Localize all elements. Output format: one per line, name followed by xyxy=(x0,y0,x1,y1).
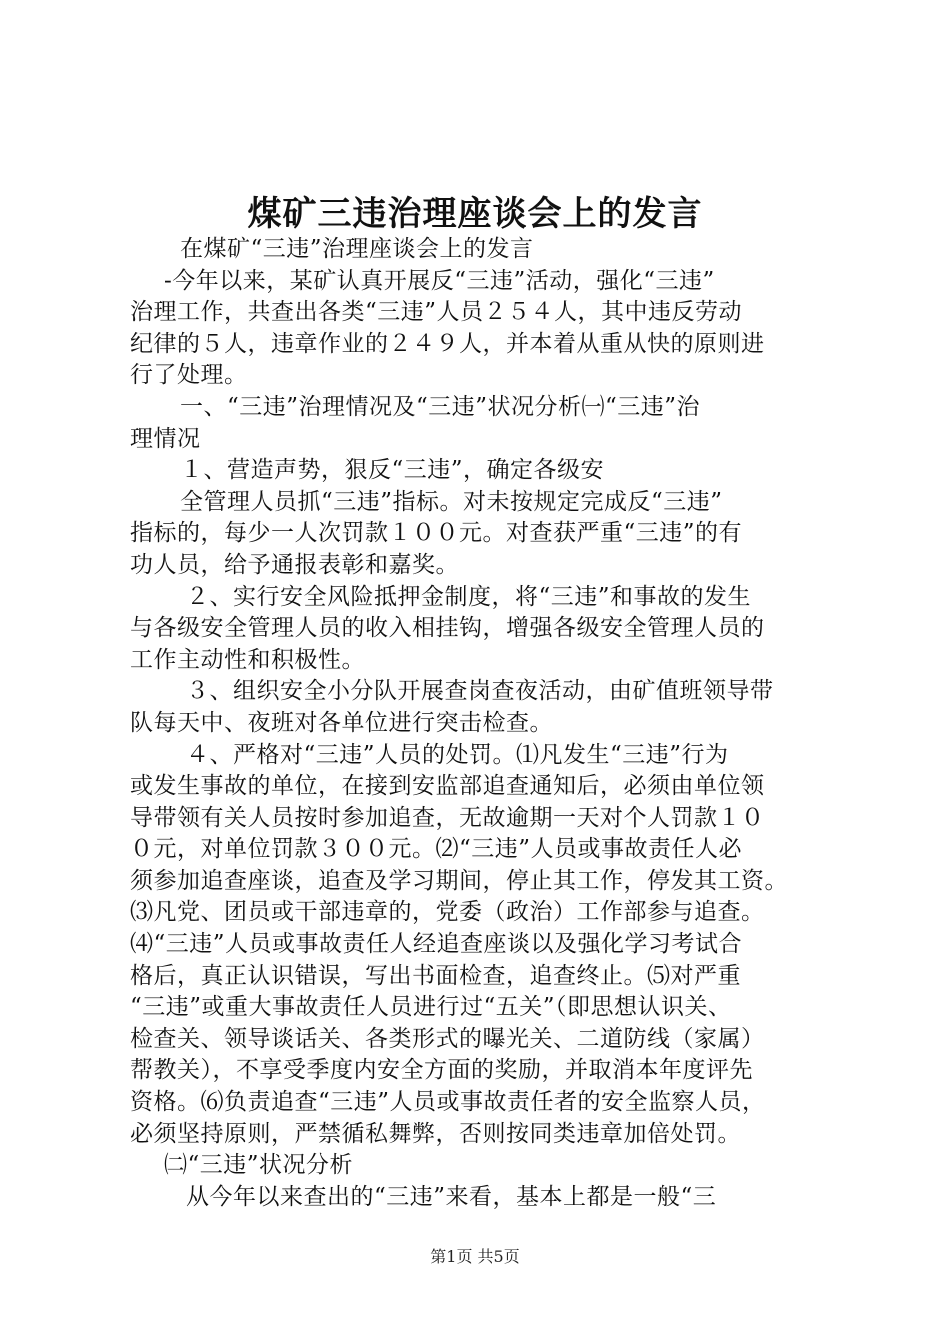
body-line: 指标的，每少一人次罚款１００元。对查获严重“三违”的有 xyxy=(130,520,743,547)
body-line: 全管理人员抓“三违”指标。对未按规定完成反“三违” xyxy=(180,488,723,515)
body-line: 队每天中、夜班对各单位进行突击检查。 xyxy=(130,709,553,736)
body-line: 理情况 xyxy=(130,425,201,452)
body-line: ２、实行安全风险抵押金制度，将“三违”和事故的发生 xyxy=(186,583,752,610)
body-line: 一、“三违”治理情况及“三违”状况分析㈠“三违”治 xyxy=(180,393,701,420)
body-line: 工作主动性和积极性。 xyxy=(130,646,365,673)
body-line: ０元，对单位罚款３００元。⑵“三违”人员或事故责任人必 xyxy=(130,836,743,863)
body-line: ⑶凡党、团员或干部违章的，党委（政治）工作部参与追查。 xyxy=(130,899,765,926)
body-line: 行了处理。 xyxy=(130,362,248,389)
body-line: 与各级安全管理人员的收入相挂钩，增强各级安全管理人员的 xyxy=(130,615,765,642)
body-line: ３、组织安全小分队开展查岗查夜活动，由矿值班领导带 xyxy=(186,678,774,705)
body-line: 纪律的５人，违章作业的２４９人，并本着从重从快的原则进 xyxy=(130,330,765,357)
body-line: 导带领有关人员按时参加追查，无故逾期一天对个人罚款１０ xyxy=(130,804,765,831)
body-line: 从今年以来查出的“三违”来看，基本上都是一般“三 xyxy=(186,1183,717,1210)
body-line: ４、严格对“三违”人员的处罚。⑴凡发生“三违”行为 xyxy=(186,741,729,768)
body-line: 格后，真正认识错误，写出书面检查，追查终止。⑸对严重 xyxy=(130,962,741,989)
page-number: 第1页 共5页 xyxy=(430,1247,520,1266)
body-line: 功人员，给予通报表彰和嘉奖。 xyxy=(130,551,459,578)
body-line: 治理工作，共查出各类“三违”人员２５４人，其中违反劳动 xyxy=(130,299,743,326)
body-line: 检查关、领导谈话关、各类形式的曝光关、二道防线（家属） xyxy=(130,1025,765,1052)
body-line: 资格。⑹负责追查“三违”人员或事故责任者的安全监察人员， xyxy=(130,1089,766,1116)
body-line: -今年以来，某矿认真开展反“三违”活动，强化“三违” xyxy=(164,267,715,294)
document-body xyxy=(130,234,830,1213)
body-line: １、营造声势，狠反“三违”，确定各级安 xyxy=(180,457,605,484)
body-line: ⑷“三违”人员或事故责任人经追查座谈以及强化学习考试合 xyxy=(130,931,743,958)
body-line: “三违”或重大事故责任人员进行过“五关”（即思想认识关、 xyxy=(130,994,732,1021)
body-line: 必须坚持原则，严禁循私舞弊，否则按同类违章加倍处罚。 xyxy=(130,1120,741,1147)
body-line: 在煤矿“三违”治理座谈会上的发言 xyxy=(180,236,534,262)
body-line: 或发生事故的单位，在接到安监部追查通知后，必须由单位领 xyxy=(130,773,765,800)
body-line: ㈡“三违”状况分析 xyxy=(164,1152,354,1179)
document-title: 煤矿三违治理座谈会上的发言 xyxy=(247,194,703,234)
body-line: 帮教关），不享受季度内安全方面的奖励，并取消本年度评先 xyxy=(130,1057,753,1084)
body-line: 须参加追查座谈，追查及学习期间，停止其工作，停发其工资。 xyxy=(130,867,788,894)
